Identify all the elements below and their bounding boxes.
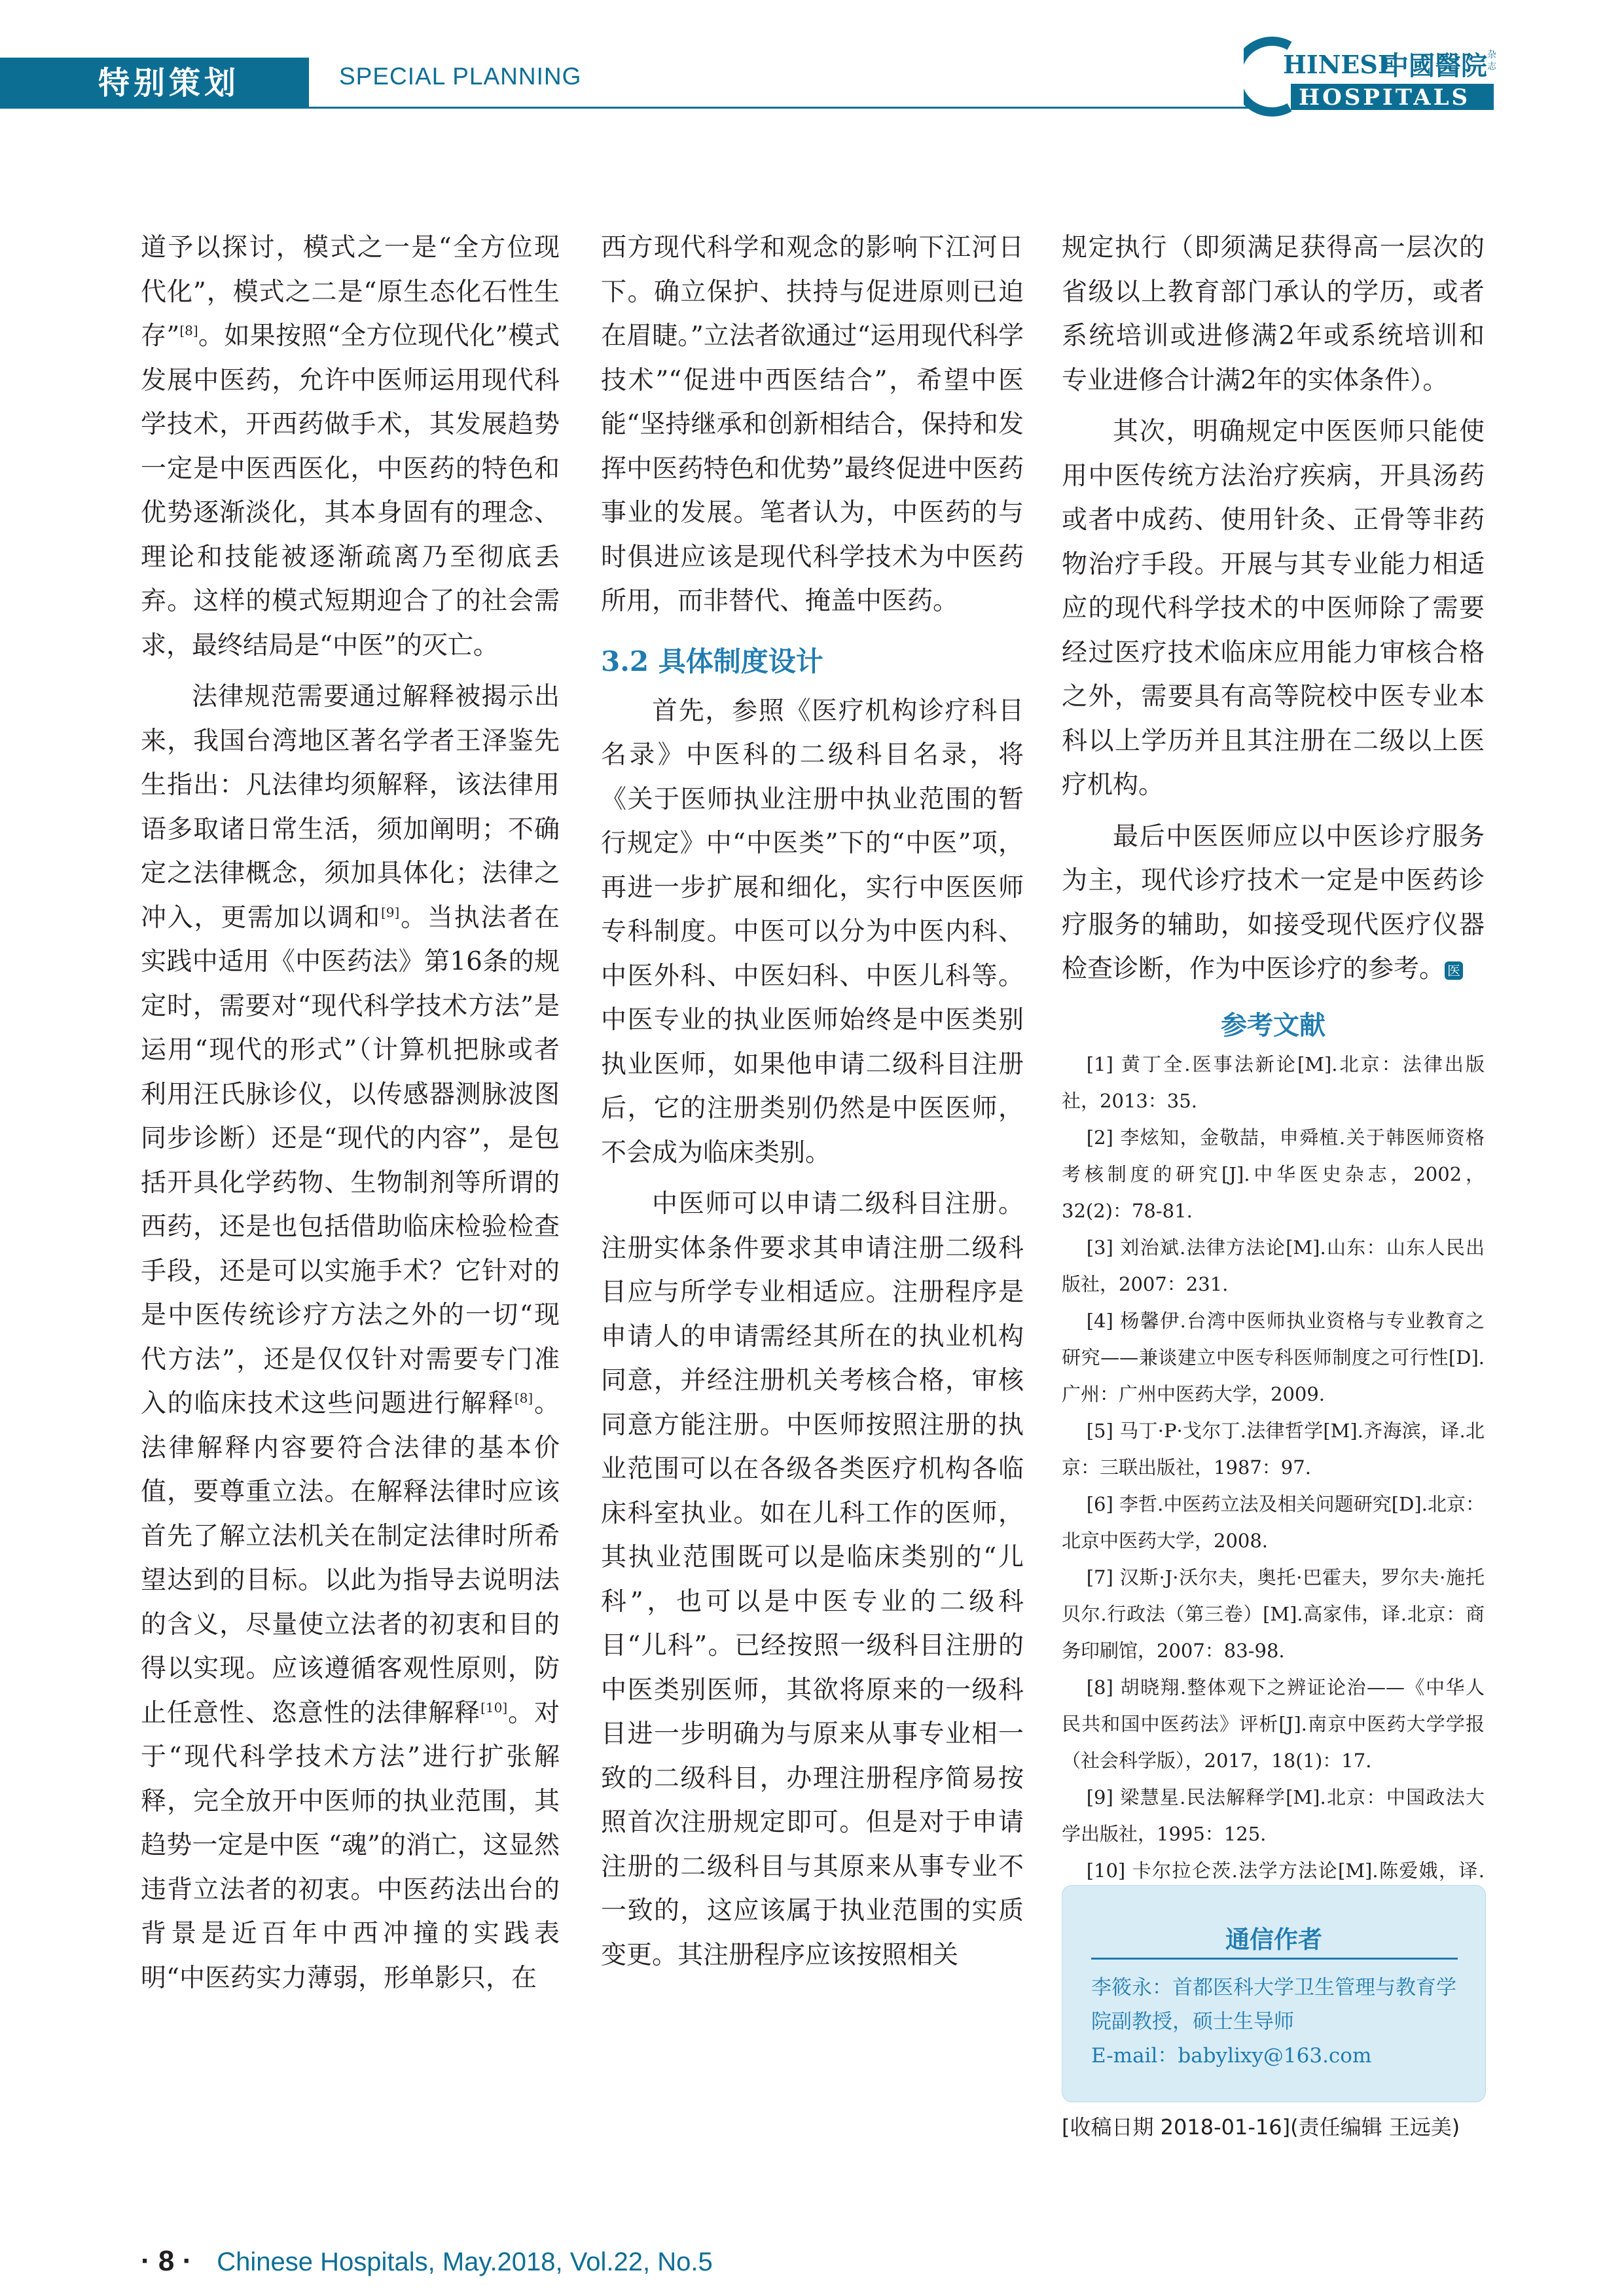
paragraph: 最后中医医师应以中医诊疗服务为主，现代诊疗技术一定是中医药诊疗服务的辅助，如接受现代医疗仪器检查诊断，作为中医诊疗的参考。 医 — [1062, 821, 1485, 984]
column-1 — [141, 226, 560, 2000]
page-number: · 8 · — [141, 2245, 192, 2277]
references-title: 参考文献 — [1221, 1011, 1326, 1041]
svg-text:志: 志 — [1487, 62, 1496, 72]
paragraph: 法律规范需要通过解释被揭示出来，我国台湾地区著名学者王泽鉴先生指出：凡法律均须解释，该法律用语多取诸日常生活，须加阐明；不确定之法律概念，须加具体化；法律之冲入，更需加以调和[9]。当执法者在实践中适用《中医药法》第16条的规定时，需要对“现代科学技术方法”是运用“现代的形式”（计算机把脉或者利用汪氏脉诊仪，以传感器测脉波图同步诊断）还是“现代的内容”，是包括开具化学药物、生物制剂等所谓的西药，还是也包括借助临床检验检查手段，还是可以实施手术？它针对的是中医传统诊疗方法之外的一切“现代方法”，还是仅仅针对需要专门准入的临床技术这些问题进行解释[8]。法律解释内容要符合法律的基本价值，要尊重立法。在解释法律时应该首先了解立法机关在制定法律时所希望达到的目标。以此为指导去说明法的含义，尽量使立法者的初衷和目的得以实现。应该遵循客观性原则，防止任意性、恣意性的法律解释[10]。对于“现代科学技术方法”进行扩张解释，完全放开中医师的执业范围，其趋势一定是中医 “魂”的消亡，这显然违背立法者的初衷。中医药法出台的背景是近百年中西冲撞的实践表明“中医药实力薄弱，形单影只，在 — [141, 682, 560, 1993]
reference-item: [10] 卡尔拉仑茨.法学方法论[M].陈爱娥，译. — [1086, 1859, 1485, 1882]
chinese-hospitals-logo — [1244, 34, 1506, 119]
paragraph: 西方现代科学和观念的影响下江河日下。确立保护、扶持与促进原则已迫在眉睫。”立法者欲通过“运用现代科学技术”“促进中西医结合”，希望中医能“坚持继承和创新相结合，保持和发挥中医药特色和优势”最终促进中医药事业的发展。笔者认为，中医药的与时俱进应该是现代科学技术为中医药所用，而非替代、掩盖中医药。 — [601, 233, 1024, 616]
corresponding-author-box — [1062, 1885, 1486, 2102]
author-info — [1091, 1971, 1464, 2073]
svg-text:HOSPITALS: HOSPITALS — [1299, 84, 1471, 111]
author-box-rule — [1091, 1958, 1458, 1960]
reference-item: [8] 胡晓翔.整体观下之辨证论治——《中华人民共和国中医药法》评析[J].南京中医药大学学报（社会科学版），2017，18(1)：17. — [1062, 1676, 1485, 1772]
reference-item: [6] 李哲.中医药立法及相关问题研究[D].北京：北京中医药大学，2008. — [1062, 1493, 1485, 1552]
column-3 — [1062, 226, 1485, 992]
paragraph: 中医师可以申请二级科目注册。注册实体条件要求其申请注册二级科目应与所学专业相适应。注册程序是申请人的申请需经其所在的执业机构同意，并经注册机关考核合格，审核同意方能注册。中医师按照注册的执业范围可以在各级各类医疗机构各临床科室执业。如在儿科工作的医师，其执业范围既可以是临床类别的“儿科”，也可以是中医专业的二级科目“儿科”。已经按照一级科目注册的中医类别医师，其欲将原来的一级科目进一步明确为与原来从事专业相一致的二级科目，办理注册程序简易按照首次注册规定即可。但是对于申请注册的二级科目与其原来从事专业不一致的，这应该属于执业范围的实质变更。其注册程序应该按照相关 — [601, 1189, 1024, 1970]
reference-item: [3] 刘治斌.法律方法论[M].山东：山东人民出版社，2007：231. — [1062, 1236, 1485, 1295]
page-footer — [141, 2245, 713, 2278]
end-mark-icon: 医 — [1445, 961, 1463, 980]
author-email[interactable]: E-mail：babylixy@163.com — [1091, 2044, 1372, 2068]
header-rule — [309, 107, 1266, 109]
journal-citation: Chinese Hospitals, May.2018, Vol.22, No.5 — [217, 2248, 713, 2276]
svg-text:HINESE: HINESE — [1283, 50, 1397, 79]
section-title-en: SPECIAL PLANNING — [339, 63, 582, 90]
reference-item: [1] 黄丁全.医事法新论[M].北京：法律出版社，2013：35. — [1062, 1053, 1485, 1112]
reference-item: [9] 梁慧星.民法解释学[M].北京：中国政法大学出版社，1995：125. — [1062, 1786, 1485, 1845]
svg-text:杂: 杂 — [1487, 50, 1496, 60]
reference-item: [4] 杨馨伊.台湾中医师执业资格与专业教育之研究——兼谈建立中医专科医师制度之可行性[D].广州：广州中医药大学，2009. — [1062, 1310, 1485, 1405]
author-affiliation: 李筱永：首都医科大学卫生管理与教育学院副教授，硕士生导师 — [1091, 1976, 1456, 2034]
references-list — [1062, 1046, 1485, 1926]
paragraph: 道予以探讨，模式之一是“全方位现代化”，模式之二是“原生态化石性生存”[8]。如果按照“全方位现代化”模式发展中医药，允许中医师运用现代科学技术，开西药做手术，其发展趋势一定是中医西医化，中医药的特色和优势逐渐淡化，其本身固有的理念、理论和技能被逐渐疏离乃至彻底丢弃。这样的模式短期迎合了的社会需求，最终结局是“中医”的灭亡。 — [141, 233, 560, 660]
received-date: [收稿日期 2018-01-16](责任编辑 王远美) — [1062, 2115, 1460, 2140]
paragraph: 其次，明确规定中医医师只能使用中医传统方法治疗疾病，开具汤药或者中成药、使用针灸、正骨等非药物治疗手段。开展与其专业能力相适应的现代科学技术的中医师除了需要经过医疗技术临床应用能力审核合格之外，需要具有高等院校中医专业本科以上学历并且其注册在二级以上医疗机构。 — [1062, 417, 1485, 800]
author-box-title: 通信作者 — [1225, 1926, 1322, 1954]
column-2 — [601, 226, 1024, 1977]
reference-item: [7] 汉斯·J·沃尔夫，奥托·巴霍夫，罗尔夫·施托贝尔.行政法（第三卷）[M].高家伟，译.北京：商务印刷馆，2007：83-98. — [1062, 1566, 1485, 1662]
reference-item: [5] 马丁·P·戈尔丁.法律哲学[M].齐海滨，译.北京：三联出版社，1987：97. — [1062, 1420, 1485, 1479]
paragraph: 规定执行（即须满足获得高一层次的省级以上教育部门承认的学历，或者系统培训或进修满2年或系统培训和专业进修合计满2年的实体条件）。 — [1062, 233, 1485, 395]
section-tab: 特别策划 — [0, 58, 309, 109]
paragraph: 首先，参照《医疗机构诊疗科目名录》中医科的二级科目名录，将《关于医师执业注册中执业范围的暂行规定》中“中医类”下的“中医”项，再进一步扩展和细化，实行中医医师专科制度。中医可以分为中医内科、中医外科、中医妇科、中医儿科等。中医专业的执业医师始终是中医类别执业医师，如果他申请二级科目注册后，它的注册类别仍然是中医医师，不会成为临床类别。 — [601, 696, 1024, 1168]
reference-item: [2] 李炫知，金敬喆，申舜植.关于韩医师资格考核制度的研究[J].中华医史杂志，2002，32(2)：78-81. — [1062, 1126, 1485, 1222]
section-heading: 3.2 具体制度设计 — [601, 645, 823, 677]
svg-text:中國醫院: 中國醫院 — [1382, 50, 1487, 81]
